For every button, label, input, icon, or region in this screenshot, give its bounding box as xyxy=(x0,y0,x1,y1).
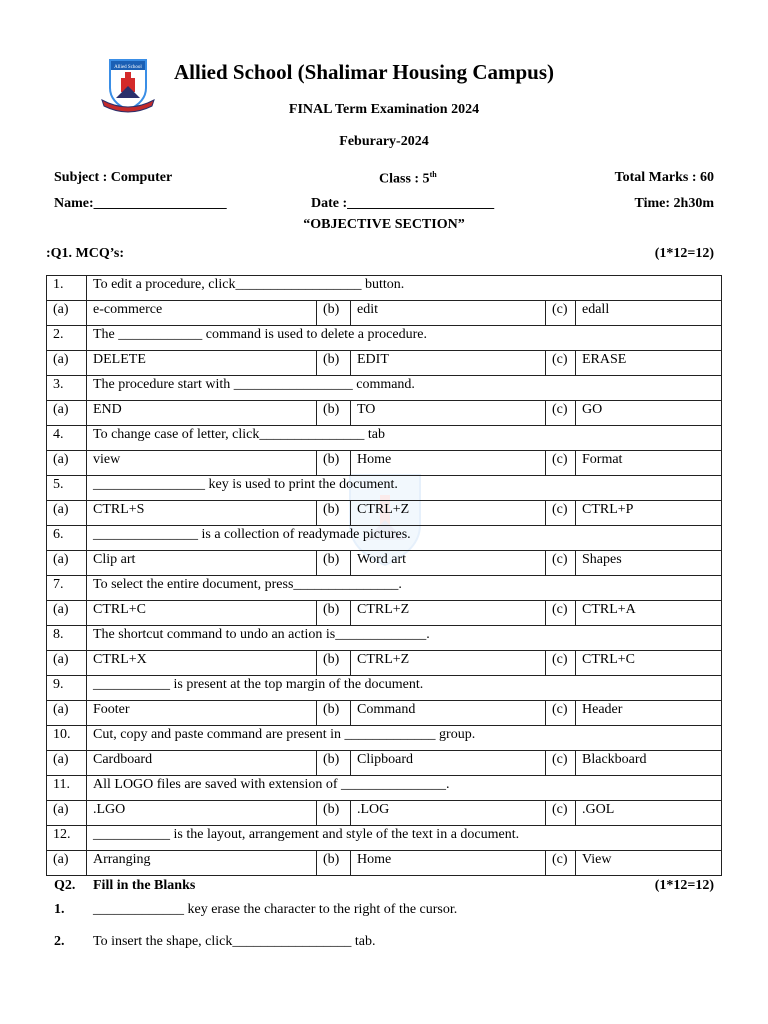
q2-item-number: 2. xyxy=(54,934,65,949)
option-b-label: (b) xyxy=(317,701,351,726)
exam-title: FINAL Term Examination 2024 xyxy=(288,102,480,117)
option-c[interactable]: Blackboard xyxy=(576,751,722,776)
question-number: 1. xyxy=(47,276,87,301)
question-row xyxy=(47,326,722,351)
options-row xyxy=(47,701,722,726)
question-number: 7. xyxy=(47,576,87,601)
option-a-label: (a) xyxy=(47,801,87,826)
option-c[interactable]: .GOL xyxy=(576,801,722,826)
option-c[interactable]: ERASE xyxy=(576,351,722,376)
question-number: 2. xyxy=(47,326,87,351)
option-c-label: (c) xyxy=(546,551,576,576)
option-b[interactable]: Home xyxy=(351,851,546,876)
question-text: To change case of letter, click_______________ tab xyxy=(87,426,722,451)
question-number: 11. xyxy=(47,776,87,801)
option-c[interactable]: CTRL+P xyxy=(576,501,722,526)
option-a[interactable]: DELETE xyxy=(87,351,317,376)
options-row xyxy=(47,551,722,576)
exam-month: Feburary-2024 xyxy=(339,134,429,149)
question-row xyxy=(47,376,722,401)
option-a-label: (a) xyxy=(47,651,87,676)
options-row xyxy=(47,451,722,476)
q2-number: Q2. xyxy=(54,878,76,893)
option-b-label: (b) xyxy=(317,751,351,776)
option-b[interactable]: EDIT xyxy=(351,351,546,376)
option-b[interactable]: .LOG xyxy=(351,801,546,826)
question-text: ________________ key is used to print the document. xyxy=(87,476,722,501)
question-number: 10. xyxy=(47,726,87,751)
q2-title: Fill in the Blanks xyxy=(93,878,196,893)
question-number: 12. xyxy=(47,826,87,851)
question-number: 6. xyxy=(47,526,87,551)
option-a-label: (a) xyxy=(47,701,87,726)
option-c[interactable]: Shapes xyxy=(576,551,722,576)
option-c[interactable]: CTRL+A xyxy=(576,601,722,626)
svg-text:Allied School: Allied School xyxy=(114,65,142,70)
option-c-label: (c) xyxy=(546,451,576,476)
question-number: 3. xyxy=(47,376,87,401)
question-number: 5. xyxy=(47,476,87,501)
option-a[interactable]: Footer xyxy=(87,701,317,726)
option-b[interactable]: TO xyxy=(351,401,546,426)
name-field[interactable]: Name:___________________ xyxy=(54,196,227,211)
question-row xyxy=(47,526,722,551)
option-b-label: (b) xyxy=(317,351,351,376)
option-b[interactable]: Command xyxy=(351,701,546,726)
q1-marks: (1*12=12) xyxy=(654,246,714,261)
options-row xyxy=(47,601,722,626)
total-marks: Total Marks : 60 xyxy=(614,170,714,185)
options-row xyxy=(47,401,722,426)
question-text: The procedure start with _________________ command. xyxy=(87,376,722,401)
option-b[interactable]: Word art xyxy=(351,551,546,576)
mcq-table xyxy=(46,275,722,876)
option-a[interactable]: END xyxy=(87,401,317,426)
q2-item-text: _____________ key erase the character to the right of the cursor. xyxy=(93,902,458,917)
option-c[interactable]: View xyxy=(576,851,722,876)
options-row xyxy=(47,501,722,526)
option-b-label: (b) xyxy=(317,601,351,626)
option-a[interactable]: Arranging xyxy=(87,851,317,876)
option-b[interactable]: CTRL+Z xyxy=(351,601,546,626)
question-row xyxy=(47,726,722,751)
option-a[interactable]: CTRL+C xyxy=(87,601,317,626)
question-text: To edit a procedure, click__________________ button. xyxy=(87,276,722,301)
option-c-label: (c) xyxy=(546,601,576,626)
option-a-label: (a) xyxy=(47,451,87,476)
option-a[interactable]: .LGO xyxy=(87,801,317,826)
option-b[interactable]: CTRL+Z xyxy=(351,651,546,676)
option-b-label: (b) xyxy=(317,851,351,876)
option-c-label: (c) xyxy=(546,701,576,726)
option-b-label: (b) xyxy=(317,301,351,326)
question-number: 9. xyxy=(47,676,87,701)
option-c-label: (c) xyxy=(546,651,576,676)
question-row xyxy=(47,576,722,601)
option-b-label: (b) xyxy=(317,451,351,476)
option-b-label: (b) xyxy=(317,501,351,526)
option-b-label: (b) xyxy=(317,651,351,676)
question-text: ___________ is present at the top margin of the document. xyxy=(87,676,722,701)
option-a-label: (a) xyxy=(47,351,87,376)
option-c[interactable]: edall xyxy=(576,301,722,326)
question-row xyxy=(47,676,722,701)
subject-label: Subject : Computer xyxy=(54,170,173,185)
option-c-label: (c) xyxy=(546,801,576,826)
time-label: Time: 2h30m xyxy=(634,196,714,211)
section-title: “OBJECTIVE SECTION” xyxy=(303,217,465,232)
options-row xyxy=(47,651,722,676)
question-text: _______________ is a collection of readymade pictures. xyxy=(87,526,722,551)
option-a[interactable]: CTRL+S xyxy=(87,501,317,526)
option-c-label: (c) xyxy=(546,851,576,876)
date-field[interactable]: Date :_____________________ xyxy=(311,196,495,211)
question-text: The shortcut command to undo an action is_____________. xyxy=(87,626,722,651)
option-b[interactable]: edit xyxy=(351,301,546,326)
option-c-label: (c) xyxy=(546,401,576,426)
question-text: The ____________ command is used to delete a procedure. xyxy=(87,326,722,351)
question-number: 8. xyxy=(47,626,87,651)
question-row xyxy=(47,776,722,801)
question-number: 4. xyxy=(47,426,87,451)
option-a-label: (a) xyxy=(47,751,87,776)
question-text: ___________ is the layout, arrangement and style of the text in a document. xyxy=(87,826,722,851)
question-text: All LOGO files are saved with extension of _______________. xyxy=(87,776,722,801)
option-a[interactable]: CTRL+X xyxy=(87,651,317,676)
q2-item-number: 1. xyxy=(54,902,65,917)
option-a-label: (a) xyxy=(47,501,87,526)
option-b[interactable]: Clipboard xyxy=(351,751,546,776)
options-row xyxy=(47,801,722,826)
option-c[interactable]: Header xyxy=(576,701,722,726)
options-row xyxy=(47,751,722,776)
option-a-label: (a) xyxy=(47,851,87,876)
q1-title: :Q1. MCQ’s: xyxy=(46,246,125,261)
option-a[interactable]: view xyxy=(87,451,317,476)
option-b-label: (b) xyxy=(317,401,351,426)
question-text: Cut, copy and paste command are present in _____________ group. xyxy=(87,726,722,751)
option-a[interactable]: e-commerce xyxy=(87,301,317,326)
question-row xyxy=(47,476,722,501)
question-text: To select the entire document, press_______________. xyxy=(87,576,722,601)
option-a[interactable]: Clip art xyxy=(87,551,317,576)
options-row xyxy=(47,851,722,876)
option-c-label: (c) xyxy=(546,751,576,776)
option-c[interactable]: CTRL+C xyxy=(576,651,722,676)
option-c-label: (c) xyxy=(546,301,576,326)
question-row xyxy=(47,626,722,651)
option-b[interactable]: CTRL+Z xyxy=(351,501,546,526)
options-row xyxy=(47,351,722,376)
option-a[interactable]: Cardboard xyxy=(87,751,317,776)
class-label: Class : 5th xyxy=(379,170,437,187)
option-c-label: (c) xyxy=(546,501,576,526)
school-name: Allied School (Shalimar Housing Campus) xyxy=(174,60,555,84)
q2-item-text: To insert the shape, click_________________ tab. xyxy=(93,934,376,949)
question-row xyxy=(47,426,722,451)
option-c[interactable]: Format xyxy=(576,451,722,476)
option-b[interactable]: Home xyxy=(351,451,546,476)
option-a-label: (a) xyxy=(47,401,87,426)
option-c-label: (c) xyxy=(546,351,576,376)
question-row xyxy=(47,826,722,851)
question-row xyxy=(47,276,722,301)
options-row xyxy=(47,301,722,326)
option-a-label: (a) xyxy=(47,551,87,576)
q2-marks: (1*12=12) xyxy=(654,878,714,893)
option-c[interactable]: GO xyxy=(576,401,722,426)
option-a-label: (a) xyxy=(47,301,87,326)
option-b-label: (b) xyxy=(317,551,351,576)
option-a-label: (a) xyxy=(47,601,87,626)
option-b-label: (b) xyxy=(317,801,351,826)
